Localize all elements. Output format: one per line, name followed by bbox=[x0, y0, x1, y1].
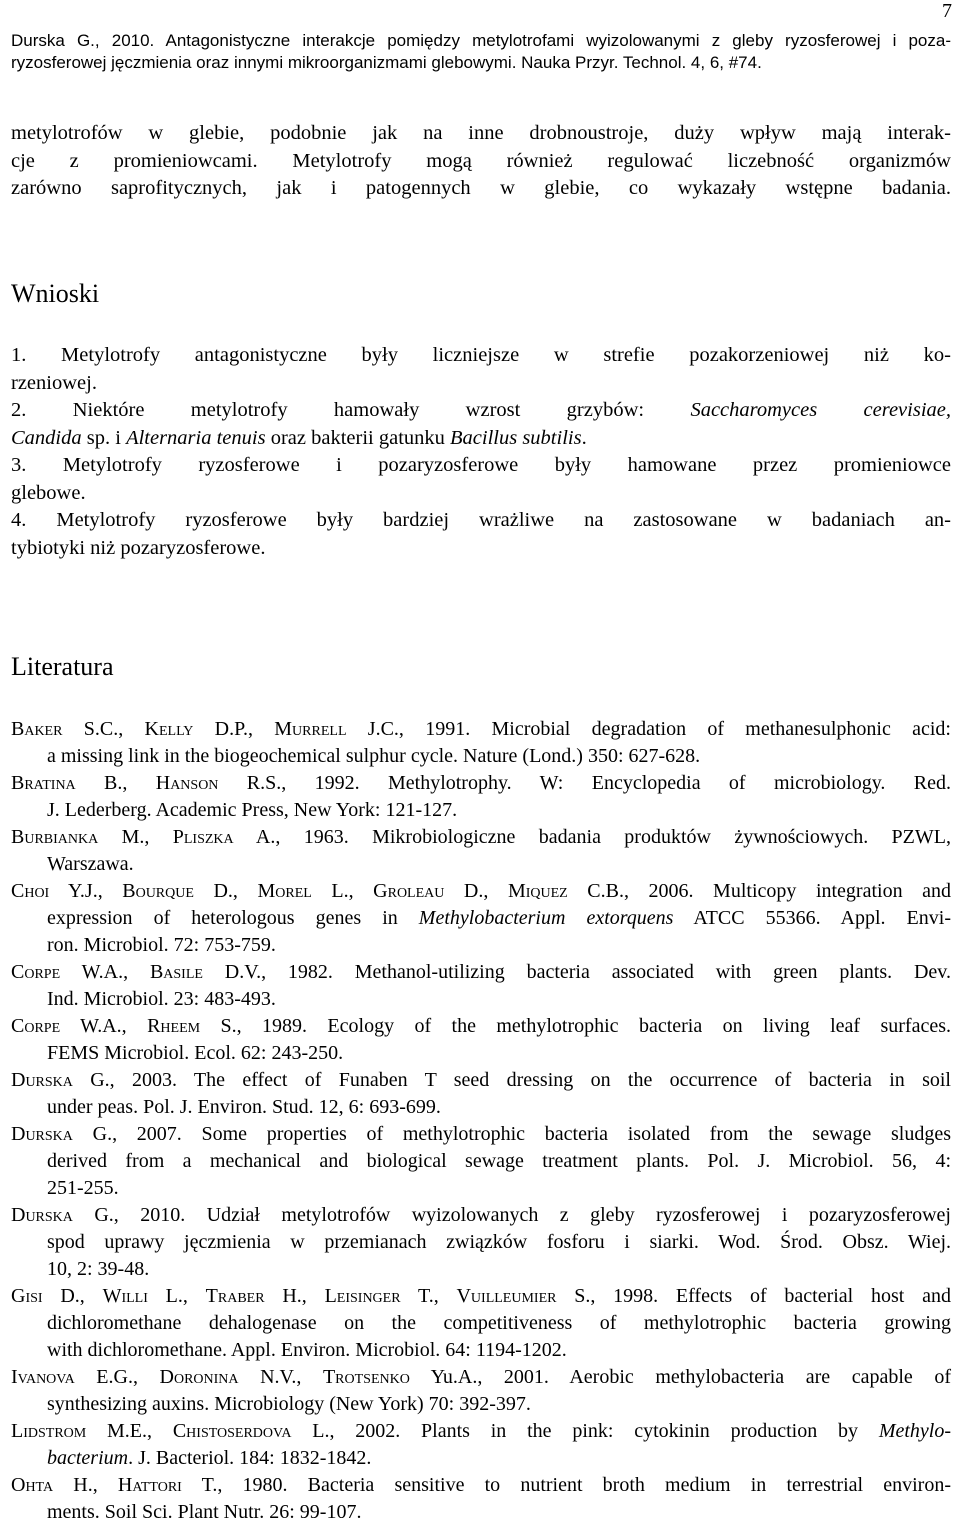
text-span: W.A., bbox=[60, 1015, 148, 1037]
text-span: M.E., bbox=[86, 1420, 173, 1442]
text-line bbox=[11, 1364, 951, 1391]
text-span: D.P., bbox=[193, 718, 275, 740]
text-span: Yu.A., 2001. Aerobic methylobacteria are capable of bbox=[409, 1366, 951, 1388]
section-heading-conclusions: Wnioski bbox=[11, 279, 100, 308]
author-surname: Doronina bbox=[159, 1366, 239, 1388]
reference-entry bbox=[11, 716, 951, 770]
text-span: C.B., 2006. Multicopy integration and bbox=[567, 880, 952, 902]
author-surname: Baker bbox=[11, 718, 63, 740]
author-surname: Bourque bbox=[122, 880, 194, 902]
text-span: E.G., bbox=[74, 1366, 160, 1388]
text-line bbox=[11, 1121, 951, 1148]
text-span: J.C., 1991. Microbial degradation of methanesulphonic acid: bbox=[346, 718, 951, 740]
text-span: 2. Niektóre metylotrofy hamowały wzrost grzybów: bbox=[11, 399, 691, 421]
text-span: L., bbox=[147, 1285, 206, 1307]
reference-list bbox=[11, 716, 951, 1526]
author-surname: Durska bbox=[11, 1204, 73, 1226]
text-line: 1. Metylotrofy antagonistyczne były liczniejsze w strefie pozakorzeniowej niż ko- bbox=[11, 344, 951, 366]
species-name: Alternaria tenuis bbox=[126, 426, 266, 449]
text-line: cje z promieniowcami. Metylotrofy mogą również regulować liczebność organizmów bbox=[11, 149, 951, 172]
text-line: spod uprawy jęczmienia w przemianach związków fosforu i siarki. Wod. Środ. Obsz. Wiej. bbox=[47, 1231, 951, 1253]
text-line bbox=[11, 1445, 951, 1472]
text-span: R.S., 1992. Methylotrophy. W: Encyclopedia of microbiology. Red. bbox=[218, 772, 951, 794]
text-span: T., 1980. Bacteria sensitive to nutrient broth medium in terrestrial environ- bbox=[181, 1474, 951, 1496]
author-surname: Vuilleumier bbox=[456, 1285, 557, 1307]
text-line bbox=[11, 425, 951, 453]
text-span: H., bbox=[53, 1474, 118, 1496]
header-line-2: ryzosferowej jęczmienia oraz innymi mikroorganizmami glebowymi. Nauka Przyr. Technol. 4, 6, #74. bbox=[11, 53, 762, 72]
text-line: synthesizing auxins. Microbiology (New York) 70: 392-397. bbox=[47, 1393, 531, 1415]
author-surname: Willi bbox=[102, 1285, 148, 1307]
text-span: sp. i bbox=[81, 426, 127, 449]
text-line: ments. Soil Sci. Plant Nutr. 26: 99-107. bbox=[47, 1501, 362, 1523]
text-line: 3. Metylotrofy ryzosferowe i pozaryzosferowe były hamowane przez promieniowce bbox=[11, 454, 951, 476]
species-name: bacterium bbox=[47, 1447, 129, 1469]
author-surname: Groleau bbox=[373, 880, 445, 902]
conclusion-item bbox=[11, 452, 951, 507]
header-author: Durska G., 2010. bbox=[11, 31, 155, 50]
header-line-1 bbox=[11, 30, 951, 52]
text-line: with dichloromethane. Appl. Environ. Microbiol. 64: 1194-1202. bbox=[47, 1339, 567, 1361]
text-line bbox=[11, 905, 951, 932]
text-line: 4. Metylotrofy ryzosferowe były bardziej wrażliwe na zastosowane w badaniach an- bbox=[11, 509, 951, 531]
text-span: S., 1989. Ecology of the methylotrophic bacteria on living leaf surfaces. bbox=[200, 1015, 952, 1037]
text-span: W.A., bbox=[60, 961, 150, 983]
text-span: expression of heterologous genes in bbox=[47, 907, 419, 929]
text-line: Warszawa. bbox=[47, 853, 134, 875]
text-line bbox=[11, 959, 951, 986]
text-span: . J. Bacteriol. 184: 1832-1842. bbox=[128, 1447, 372, 1469]
author-surname: Rheem bbox=[147, 1015, 201, 1037]
text-span: A., 1963. Mikrobiologiczne badania produktów żywnościowych. PZWL, bbox=[233, 826, 951, 848]
text-line bbox=[11, 397, 951, 425]
species-name: Methylobacterium extorquens bbox=[418, 907, 674, 929]
author-surname: Traber bbox=[205, 1285, 265, 1307]
section-heading-literature: Literatura bbox=[11, 652, 114, 681]
text-line bbox=[11, 716, 951, 743]
text-span: D., bbox=[42, 1285, 103, 1307]
text-span: D., bbox=[193, 880, 258, 902]
author-surname: Ohta bbox=[11, 1474, 54, 1496]
text-line: ron. Microbiol. 72: 753-759. bbox=[47, 934, 276, 956]
text-span: B., bbox=[75, 772, 156, 794]
author-surname: Trotsenko bbox=[322, 1366, 410, 1388]
text-line: Ind. Microbiol. 23: 483-493. bbox=[47, 988, 276, 1010]
text-span: oraz bakterii gatunku bbox=[265, 426, 451, 449]
author-surname: Choi bbox=[11, 880, 50, 902]
text-span: G., 2007. Some properties of methylotrophic bacteria isolated from the sewage sludges bbox=[72, 1123, 951, 1145]
text-line: dichloromethane dehalogenase on the competitiveness of methylotrophic bacteria growing bbox=[47, 1312, 951, 1334]
text-line: rzeniowej. bbox=[11, 371, 97, 394]
author-surname: Murrell bbox=[274, 718, 347, 740]
species-name: Saccharomyces cerevisiae, bbox=[690, 399, 952, 421]
intro-paragraph bbox=[11, 120, 951, 203]
running-header bbox=[11, 30, 951, 74]
species-name: Bacillus subtilis bbox=[450, 426, 582, 449]
text-line bbox=[11, 1067, 951, 1094]
text-line: J. Lederberg. Academic Press, New York: 121-127. bbox=[47, 799, 458, 821]
author-surname: Corpe bbox=[11, 1015, 61, 1037]
species-name: Methylo- bbox=[878, 1420, 951, 1442]
reference-entry bbox=[11, 824, 951, 878]
text-span: G., 2003. The effect of Funaben T seed dressing on the occurrence of bacteria in soil bbox=[72, 1069, 951, 1091]
header-title: Antagonistyczne interakcje pomiędzy metylotrofami wyizolowanymi z gleby ryzosferowej i poza- bbox=[165, 31, 952, 50]
author-surname: Hattori bbox=[117, 1474, 182, 1496]
text-line: derived from a mechanical and biological sewage treatment plants. Pol. J. Microbiol. 56, 4: bbox=[47, 1150, 951, 1172]
text-span: G., 2010. Udział metylotrofów wyizolowanych z gleby ryzosferowej i pozaryzosferowej bbox=[72, 1204, 951, 1226]
reference-entry bbox=[11, 1364, 951, 1418]
reference-entry bbox=[11, 770, 951, 824]
reference-entry bbox=[11, 959, 951, 1013]
author-surname: Burbianka bbox=[11, 826, 99, 848]
conclusion-item bbox=[11, 342, 951, 397]
text-line: under peas. Pol. J. Environ. Stud. 12, 6: 693-699. bbox=[47, 1096, 441, 1118]
text-span: ATCC 55366. Appl. Envi- bbox=[673, 907, 951, 929]
text-line: 251-255. bbox=[47, 1177, 119, 1199]
author-surname: Basile bbox=[149, 961, 203, 983]
text-line: a missing link in the biogeochemical sulphur cycle. Nature (Lond.) 350: 627-628. bbox=[47, 745, 701, 767]
reference-entry bbox=[11, 1202, 951, 1283]
conclusion-item bbox=[11, 507, 951, 562]
text-span: Y.J., bbox=[49, 880, 123, 902]
text-span: N.V., bbox=[238, 1366, 323, 1388]
text-line bbox=[11, 770, 951, 797]
text-span: L., 2002. Plants in the pink: cytokinin production by bbox=[291, 1420, 879, 1442]
author-surname: Bratina bbox=[11, 772, 76, 794]
author-surname: Morel bbox=[257, 880, 312, 902]
text-line bbox=[11, 1418, 951, 1445]
conclusions-list bbox=[11, 342, 951, 562]
author-surname: Pliszka bbox=[172, 826, 234, 848]
author-surname: Kelly bbox=[144, 718, 194, 740]
text-span: H., bbox=[264, 1285, 325, 1307]
text-line: FEMS Microbiol. Ecol. 62: 243-250. bbox=[47, 1042, 344, 1064]
text-span: D., bbox=[444, 880, 508, 902]
text-line bbox=[11, 824, 951, 851]
text-span: S.C., bbox=[62, 718, 145, 740]
text-span: . bbox=[581, 426, 587, 449]
reference-entry bbox=[11, 878, 951, 959]
text-line: metylotrofów w glebie, podobnie jak na inne drobnoustroje, duży wpływ mają interak- bbox=[11, 122, 951, 144]
author-surname: Gisi bbox=[11, 1285, 43, 1307]
text-line bbox=[11, 1283, 951, 1310]
conclusion-item bbox=[11, 397, 951, 452]
reference-entry bbox=[11, 1121, 951, 1202]
text-line: glebowe. bbox=[11, 481, 86, 504]
page-number: 7 bbox=[942, 0, 952, 22]
author-surname: Durska bbox=[11, 1069, 73, 1091]
text-span: T., bbox=[400, 1285, 457, 1307]
author-surname: Corpe bbox=[11, 961, 61, 983]
reference-entry bbox=[11, 1067, 951, 1121]
author-surname: Miquez bbox=[507, 880, 568, 902]
text-line: tybiotyki niż pozaryzosferowe. bbox=[11, 536, 266, 559]
text-span: D.V., 1982. Methanol-utilizing bacteria associated with green plants. Dev. bbox=[202, 961, 951, 983]
text-span: M., bbox=[98, 826, 173, 848]
reference-entry bbox=[11, 1283, 951, 1364]
text-line: 10, 2: 39-48. bbox=[47, 1258, 150, 1280]
text-span: L., bbox=[311, 880, 374, 902]
species-name: Candida bbox=[11, 426, 82, 449]
text-line bbox=[11, 1472, 951, 1499]
text-line bbox=[11, 878, 951, 905]
author-surname: Hanson bbox=[155, 772, 219, 794]
author-surname: Ivanova bbox=[11, 1366, 75, 1388]
author-surname: Lidstrom bbox=[11, 1420, 87, 1442]
reference-entry bbox=[11, 1013, 951, 1067]
author-surname: Durska bbox=[11, 1123, 73, 1145]
reference-entry bbox=[11, 1472, 951, 1526]
reference-entry bbox=[11, 1418, 951, 1472]
text-line: zarówno saprofitycznych, jak i patogennych w glebie, co wykazały wstępne badania. bbox=[11, 177, 951, 199]
text-span: S., 1998. Effects of bacterial host and bbox=[556, 1285, 952, 1307]
author-surname: Leisinger bbox=[324, 1285, 401, 1307]
author-surname: Chistoserdova bbox=[172, 1420, 292, 1442]
text-line bbox=[11, 1013, 951, 1040]
text-line bbox=[11, 1202, 951, 1229]
